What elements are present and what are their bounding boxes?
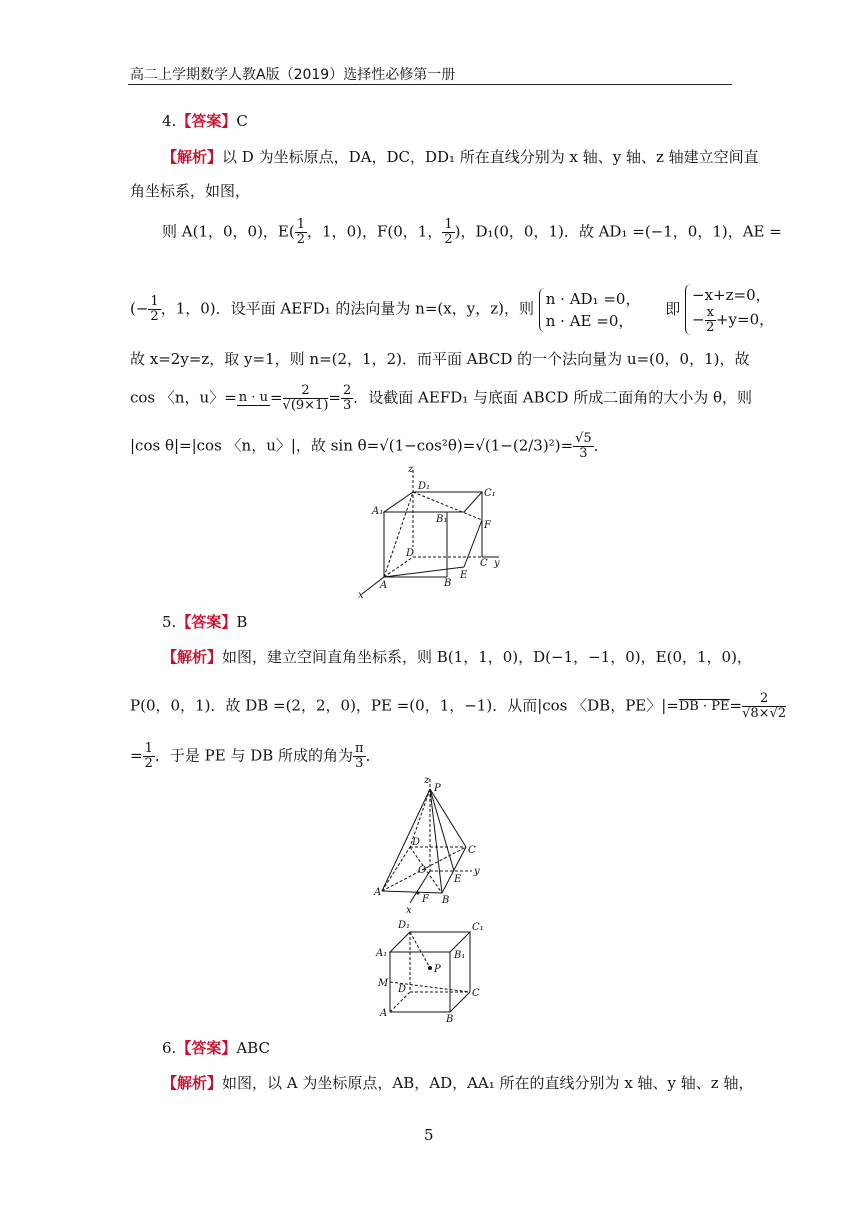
q4-text-1: 以 D 为坐标原点，DA，DC，DD₁ 所在直线分别为 x 轴、y 轴、z 轴建立空间直 — [222, 148, 759, 166]
fig3-label: B₁ — [454, 950, 466, 961]
q4-coords-line — [162, 218, 782, 247]
q4-sys2-frac: $\frac{x}{2}$ — [706, 305, 715, 335]
fig1-label: C₁ — [484, 488, 496, 499]
fig3-label: B — [446, 1014, 454, 1025]
q5-number: 5. — [162, 613, 177, 631]
fig2-label: E — [454, 874, 462, 885]
fig3-point-p — [428, 966, 432, 970]
fig3-label: D — [398, 984, 407, 995]
answer-tag: 【答案】 — [176, 613, 237, 631]
figure-cube-1 — [354, 462, 514, 600]
q4-analysis-line1 — [162, 147, 759, 167]
q6-text-1: 如图，以 A 为坐标原点，AB，AD，AA₁ 所在的直线分别为 x 轴、y 轴、z 轴， — [222, 1074, 754, 1092]
q4-cos-line: cos 〈n，u〉= n · u = $\frac{2}{√(9\times 1)}$ = $\frac{2}{3}$ ．设截面 AEFD₁ 与底面 ABCD 所成二面角的大小为 θ，则 — [130, 383, 753, 413]
q5-text-3b: ．于是 PE 与 DB 所成的角为 — [154, 746, 354, 765]
figure-cube-2 — [372, 916, 492, 1026]
q4-text-6b: ．设截面 AEFD₁ 与底面 ABCD 所成二面角的大小为 θ，则 — [353, 388, 753, 407]
q4-text-3b: ，1，0)，F(0，1， — [307, 222, 443, 241]
analysis-tag: 【解析】 — [162, 648, 223, 666]
fig1-label: z — [408, 464, 414, 475]
q4-system-2 — [685, 284, 774, 335]
fig2-label: z — [424, 775, 430, 786]
q4-text-5: 故 x=2y=z，取 y=1，则 n=(2，1，2)．而平面 ABCD 的一个法向量为 u=(0，0，1)，故 — [130, 350, 750, 368]
q4-text-4b: ，1，0)．设平面 AEFD₁ 的法向量为 n=(x，y，z)，则 — [160, 299, 534, 318]
q5-analysis-line1 — [162, 647, 752, 667]
q6-answer: ABC — [236, 1039, 270, 1057]
q5-text-3a: = — [130, 746, 143, 765]
fig2-label: x — [406, 905, 412, 915]
q4-ji: 即 — [665, 299, 681, 318]
fig1-label: F — [484, 520, 491, 531]
q5-text-1: 如图，建立空间直角坐标系，则 B(1，1，0)，D(−1，−1，0)，E(0，1，0)， — [222, 648, 752, 666]
fig1-label: A₁ — [372, 506, 384, 517]
q5-text-3c: ． — [365, 746, 381, 765]
fig1-label: y — [494, 558, 500, 569]
fig2-label: y — [474, 866, 480, 877]
q5-frac-sqrt: $\frac{2}{√8\times√2}$ — [742, 691, 787, 721]
fig3-label: M — [378, 978, 389, 989]
q4-frac-half-b: $\frac{1}{2}$ — [444, 217, 453, 247]
fig2-label: D — [412, 837, 421, 848]
fig3-label: P — [434, 964, 441, 975]
fig3-label: A₁ — [376, 948, 388, 959]
q4-sin-line — [130, 432, 609, 461]
answer-tag: 【答案】 — [176, 112, 237, 130]
q5-result-line — [130, 742, 381, 771]
q5-frac-half: $\frac{1}{2}$ — [144, 741, 153, 771]
q4-text-3c: )，D₁(0，0，1)．故 AD₁ =(−1，0，1)，AE = — [454, 222, 782, 241]
q4-text-7a: |cos θ|=|cos 〈n，u〉|，故 sin θ=√(1−cos²θ)=√(1−(2/3)²)= — [130, 436, 574, 455]
q5-vector-line: P(0，0，1)．故 DB =(2，2，0)，PE =(0，1，−1)．从而|cos 〈DB，PE〉|= DB · PE = $\frac{2}{√8\times√2}$ — [130, 691, 787, 721]
fig3-label: D₁ — [398, 920, 411, 931]
fig1-label: C — [480, 558, 488, 569]
fig2-label: C — [468, 845, 476, 856]
q6-analysis-line1 — [162, 1073, 753, 1093]
q4-system-1 — [539, 288, 641, 332]
fig1-label: D₁ — [418, 481, 431, 492]
q4-sys2-eq2: +y=0， — [715, 310, 775, 329]
fig1-label: x — [358, 590, 364, 600]
q4-sys2-eq2-wrap: − $\frac{x}{2}$ +y=0， — [692, 305, 775, 335]
q5-frac-dot: DB · PE — [678, 699, 730, 714]
q6-answer-line — [162, 1038, 270, 1058]
q4-normal-line — [130, 284, 774, 335]
q4-answer: C — [236, 112, 248, 130]
q5-text-2a: P(0，0，1)．故 DB =(2，2，0)，PE =(0，1，−1)．从而|cos 〈DB，PE〉|= — [130, 696, 679, 715]
fig1-label: B — [444, 578, 452, 589]
fig3-label: A — [380, 1008, 388, 1019]
q4-text-4a: (− — [130, 299, 149, 318]
q4-text-2: 角坐标系，如图， — [130, 182, 251, 200]
figure-pyramid — [372, 775, 492, 915]
analysis-tag: 【解析】 — [162, 1074, 223, 1092]
fig1-label: A — [380, 580, 388, 591]
page-number: 5 — [424, 1126, 434, 1144]
analysis-tag: 【解析】 — [162, 148, 223, 166]
q4-frac-2-3: $\frac{2}{3}$ — [342, 383, 352, 413]
q4-frac-dot: n · u — [238, 390, 268, 405]
fig1-label: E — [460, 570, 468, 581]
fig2-point-f — [417, 892, 420, 895]
q4-frac-half-a: $\frac{1}{2}$ — [296, 217, 306, 247]
fig2-label: P — [434, 783, 441, 794]
fig2-label: F — [422, 894, 429, 905]
header-rule — [128, 84, 732, 85]
fig1-label: D — [406, 548, 415, 559]
q4-sys1-eq1: n · AD₁ =0， — [545, 289, 641, 308]
fig2-label: O — [418, 865, 427, 876]
q4-frac-half-c: $\frac{1}{2}$ — [150, 294, 159, 324]
q4-frac-sqrt9: $\frac{2}{√(9\times 1)}$ — [282, 383, 329, 413]
page-header: 高二上学期数学人教A版（2019）选择性必修第一册 — [130, 67, 456, 83]
fig2-label: A — [374, 887, 382, 898]
fig1-label: B₁ — [436, 514, 448, 525]
q4-frac-sqrt5: $\frac{√5}{3}$ — [575, 431, 592, 461]
answer-tag: 【答案】 — [176, 1039, 237, 1057]
q4-sys1-eq2: n · AE =0， — [545, 311, 634, 330]
q5-answer: B — [236, 613, 248, 631]
q4-sys2-eq1: −x+z=0， — [692, 286, 771, 304]
q5-answer-line — [162, 612, 247, 632]
fig2-label: B — [442, 895, 450, 906]
fig3-label: C₁ — [472, 922, 484, 933]
q4-answer-line — [162, 111, 248, 131]
q4-text-3a: 则 A(1，0，0)，E( — [162, 222, 295, 241]
fig3-label: C — [472, 988, 480, 999]
q4-number: 4. — [162, 112, 177, 130]
q4-text-6a: cos 〈n，u〉= — [130, 388, 237, 407]
q5-frac-pi3: $\frac{\pi}{3}$ — [355, 741, 364, 771]
q6-number: 6. — [162, 1039, 177, 1057]
q4-text-7b: ． — [593, 436, 609, 455]
